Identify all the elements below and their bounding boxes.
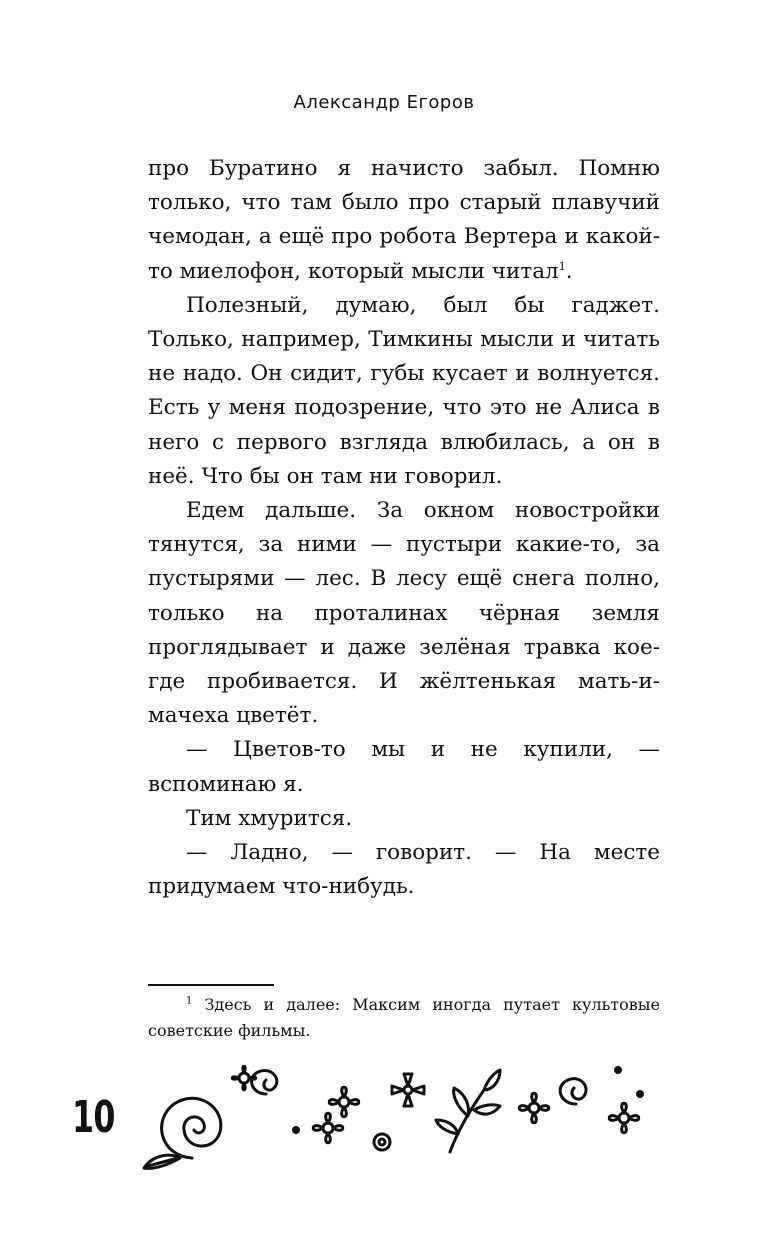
footnote-divider [148, 984, 274, 986]
flower-icon [313, 1087, 359, 1143]
dot-icon [616, 1068, 621, 1073]
footnote-text: Здесь и далее: Максим иногда путает культовые советские фильмы. [148, 995, 660, 1040]
paragraph-4: — Цветов-то мы и не купили, — вспоминаю я. [148, 737, 660, 797]
flower-icon [519, 1093, 549, 1123]
paragraph-6: — Ладно, — говорит. — На месте придумаем что-нибудь. [148, 840, 660, 900]
page-number: 10 [72, 1092, 115, 1143]
spiral-icon [252, 1071, 277, 1094]
footnote [148, 992, 660, 1044]
paragraph-3: Едем дальше. За окном новостройки тянутся, за ними — пустыри какие-то, за пустырями — лес. В лесу ещё снега полно, только на проталинах чёрная земля проглядывает и даже зелёная травка кое-где пробивается. И жёлтенькая мать-и-мачеха цветёт. [148, 498, 660, 729]
paragraph-2: Полезный, думаю, был бы гаджет. Только, например, Тимкины мысли и читать не надо. Он сидит, губы кусает и волнуется. Есть у меня подозрение, что это не Алиса в него с первого взгляда влюбилась, а он в неё. Что бы он там ни говорил. [148, 292, 660, 489]
paragraph-1-end: . [565, 258, 573, 284]
footnote-marker: 1 [186, 995, 193, 1007]
flower-icon [609, 1092, 642, 1133]
spiral-icon [560, 1079, 586, 1104]
running-head-author: Александр Егоров [293, 92, 475, 113]
dot-icon [294, 1128, 299, 1133]
flower-icon [392, 1074, 424, 1106]
spiral-icon [144, 1098, 221, 1168]
footnote-reference[interactable]: 1 [558, 259, 566, 273]
floral-ornament [140, 1060, 680, 1180]
main-text [148, 152, 660, 904]
paragraph-5: Тим хмурится. [186, 805, 353, 831]
ring-icon [374, 1134, 390, 1150]
paragraph-1-text: про Буратино я начисто забыл. Помню только, что там было про старый плавучий чемодан, а ещё про робота Вертера и какой-то миелофон, который мысли читал [148, 156, 660, 284]
paragraph-1 [148, 152, 660, 289]
leaf-icon [436, 1070, 500, 1152]
